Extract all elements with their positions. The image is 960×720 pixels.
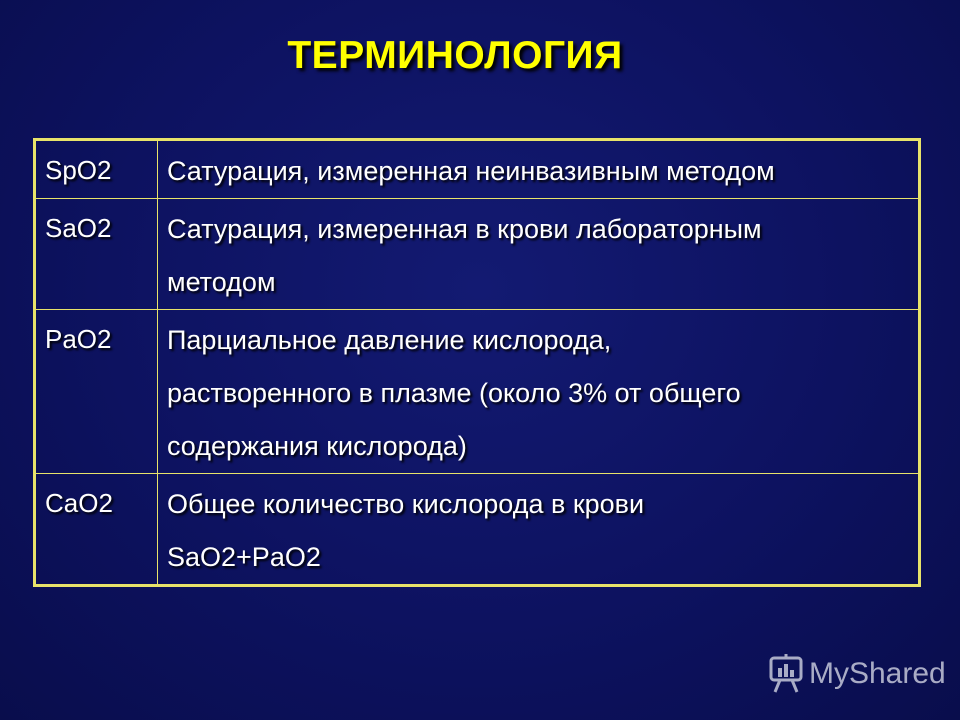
watermark-text: MyShared [809,657,946,690]
definition-line: содержания кислорода) [167,431,467,461]
definition-line: Общее количество кислорода в крови [167,489,645,519]
presentation-board-icon [768,654,804,694]
term-abbreviation: SpO2 [35,140,158,199]
term-definition [158,310,920,474]
slide-title: ТЕРМИНОЛОГИЯ [287,34,623,77]
term-definition [158,199,920,310]
term-abbreviation: PaO2 [35,310,158,474]
definition-line: Сатурация, измеренная в крови лабораторным [167,214,762,244]
term-definition [158,140,920,199]
term-abbreviation: SaO2 [35,199,158,310]
terminology-table [33,138,921,587]
table-row [35,310,920,474]
definition-line: методом [167,267,276,297]
definition-line: SaO2+PaO2 [167,542,321,572]
term-definition [158,474,920,586]
definition-line: Парциальное давление кислорода, [167,325,612,355]
table-row [35,474,920,586]
table-row [35,199,920,310]
definition-line: Сатурация, измеренная неинвазивным методом [167,156,775,186]
definition-line: растворенного в плазме (около 3% от общего [167,378,741,408]
term-abbreviation: CaO2 [35,474,158,586]
table-row [35,140,920,199]
myshared-watermark[interactable] [768,652,946,696]
